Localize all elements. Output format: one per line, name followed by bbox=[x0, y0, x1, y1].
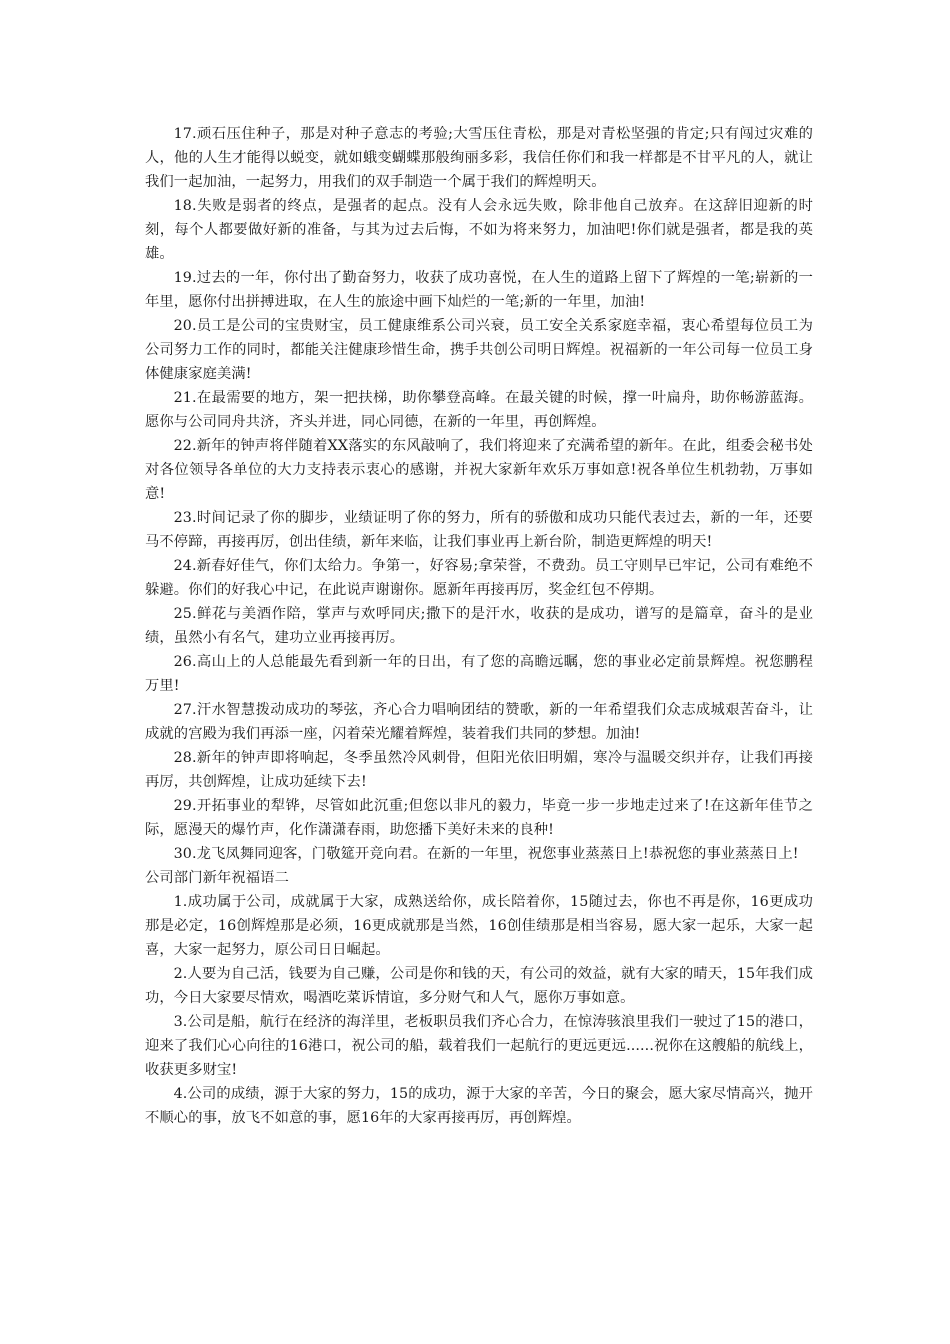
paragraph-30: 30.龙飞凤舞同迎客，门敬筵开竞向君。在新的一年里，祝您事业蒸蒸日上!恭祝您的事业蒸蒸日上! bbox=[173, 846, 799, 862]
paragraph-18: 18.失败是弱者的终点，是强者的起点。没有人会永远失败，除非他自己放弃。在这辞旧迎新的时刻，每个人都要做好新的准备，与其为过去后悔，不如为将来努力，加油吧!你们就是强者，都是我的英雄。 bbox=[145, 198, 813, 262]
paragraph-2-4: 4.公司的成绩，源于大家的努力，15的成功，源于大家的辛苦，今日的聚会，愿大家尽情高兴，抛开不顺心的事，放飞不如意的事，愿16年的大家再接再厉，再创辉煌。 bbox=[145, 1086, 813, 1126]
paragraph-17: 17.顽石压住种子，那是对种子意志的考验;大雪压住青松，那是对青松坚强的肯定;只有闯过灾难的人，他的人生才能得以蜕变，就如蛾变蝴蝶那般绚丽多彩，我信任你们和我一样都是不甘平凡的人，就让我们一起加油，一起努力，用我们的双手制造一个属于我们的辉煌明天。 bbox=[145, 126, 813, 190]
paragraph-27: 27.汗水智慧拨动成功的琴弦，齐心合力唱响团结的赞歌，新的一年希望我们众志成城艰苦奋斗，让成就的宫殿为我们再添一座，闪着荣光耀着辉煌，装着我们共同的梦想。加油! bbox=[145, 702, 813, 742]
section-heading: 公司部门新年祝福语二 bbox=[145, 870, 289, 886]
paragraph-19: 19.过去的一年，你付出了勤奋努力，收获了成功喜悦，在人生的道路上留下了辉煌的一笔;崭新的一年里，愿你付出拼搏进取，在人生的旅途中画下灿烂的一笔;新的一年里，加油! bbox=[145, 270, 813, 310]
paragraph-22: 22.新年的钟声将伴随着XX落实的东风敲响了，我们将迎来了充满希望的新年。在此，组委会秘书处对各位领导各单位的大力支持表示衷心的感谢，并祝大家新年欢乐万事如意!祝各单位生机勃勃，万事如意! bbox=[145, 438, 813, 502]
paragraph-21: 21.在最需要的地方，架一把扶梯，助你攀登高峰。在最关键的时候，撑一叶扁舟，助你畅游蓝海。愿你与公司同舟共济，齐头并进，同心同德，在新的一年里，再创辉煌。 bbox=[145, 390, 813, 430]
paragraph-24: 24.新春好佳气，你们太给力。争第一，好容易;拿荣誉，不费劲。员工守则早已牢记，公司有难绝不躲避。你们的好我心中记，在此说声谢谢你。愿新年再接再厉，奖金红包不停期。 bbox=[145, 558, 813, 598]
paragraph-2-2: 2.人要为自己活，钱要为自己赚，公司是你和钱的天，有公司的效益，就有大家的晴天，15年我们成功，今日大家要尽情欢，喝酒吃菜诉情谊，多分财气和人气，愿你万事如意。 bbox=[145, 966, 813, 1006]
paragraph-2-3: 3.公司是船，航行在经济的海洋里，老板职员我们齐心合力，在惊涛骇浪里我们一驶过了15的港口，迎来了我们心心向往的16港口，祝公司的船，载着我们一起航行的更远更远......祝你在这艘船的航线上，收获更多财宝! bbox=[145, 1014, 813, 1078]
paragraph-23: 23.时间记录了你的脚步，业绩证明了你的努力，所有的骄傲和成功只能代表过去，新的一年，还要马不停蹄，再接再厉，创出佳绩，新年来临，让我们事业再上新台阶，制造更辉煌的明天! bbox=[145, 510, 813, 550]
paragraph-26: 26.高山上的人总能最先看到新一年的日出，有了您的高瞻远瞩，您的事业必定前景辉煌。祝您鹏程万里! bbox=[145, 654, 813, 694]
paragraph-28: 28.新年的钟声即将响起，冬季虽然冷风刺骨，但阳光依旧明媚，寒冷与温暖交织并存，让我们再接再厉，共创辉煌，让成功延续下去! bbox=[145, 750, 813, 790]
document-body bbox=[145, 122, 813, 1130]
paragraph-25: 25.鲜花与美酒作陪，掌声与欢呼同庆;撒下的是汗水，收获的是成功，谱写的是篇章，奋斗的是业绩，虽然小有名气，建功立业再接再厉。 bbox=[145, 606, 813, 646]
paragraph-29: 29.开拓事业的犁铧，尽管如此沉重;但您以非凡的毅力，毕竟一步一步地走过来了!在这新年佳节之际，愿漫天的爆竹声，化作潇潇春雨，助您播下美好未来的良种! bbox=[145, 798, 813, 838]
paragraph-2-1: 1.成功属于公司，成就属于大家，成熟送给你，成长陪着你，15随过去，你也不再是你，16更成功那是必定，16创辉煌那是必须，16更成就那是当然，16创佳绩那是相当容易，愿大家一起乐，大家一起喜，大家一起努力，原公司日日崛起。 bbox=[145, 894, 813, 958]
paragraph-20: 20.员工是公司的宝贵财宝，员工健康维系公司兴衰，员工安全关系家庭幸福，衷心希望每位员工为公司努力工作的同时，都能关注健康珍惜生命，携手共创公司明日辉煌。祝福新的一年公司每一位员工身体健康家庭美满! bbox=[145, 318, 813, 382]
